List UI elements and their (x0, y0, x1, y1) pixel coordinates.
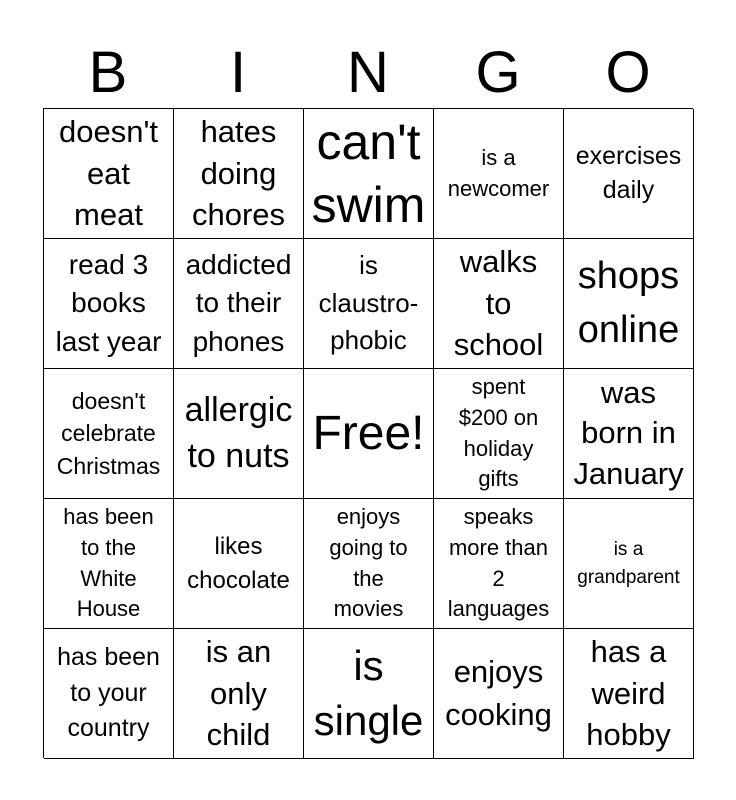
bingo-cell (174, 629, 304, 759)
bingo-header (43, 42, 693, 104)
bingo-cell (564, 499, 694, 629)
bingo-cell (434, 499, 564, 629)
bingo-cell (44, 239, 174, 369)
bingo-cell-text: has been to the White House (63, 503, 154, 622)
bingo-cell (434, 239, 564, 369)
bingo-cell (174, 109, 304, 239)
bingo-cell-text: enjoys going to the movies (329, 503, 408, 622)
bingo-cell-text: is a grandparent (577, 538, 680, 588)
bingo-cell-text: allergic to nuts (184, 390, 293, 475)
header-letter-o: O (605, 40, 651, 105)
bingo-cell-text: has a weird hobby (586, 633, 671, 753)
bingo-cell (564, 109, 694, 239)
header-letter-b: B (88, 40, 128, 105)
bingo-cell-text: hates doing chores (191, 113, 286, 233)
bingo-cell-text: is single (313, 641, 424, 744)
bingo-cell (174, 239, 304, 369)
header-letter-i: I (229, 40, 247, 105)
bingo-cell-text: is claustro- phobic (318, 249, 419, 356)
bingo-cell (44, 369, 174, 499)
bingo-cell (174, 499, 304, 629)
bingo-cell-text: doesn't eat meat (59, 113, 158, 233)
bingo-cell (564, 629, 694, 759)
bingo-cell (304, 499, 434, 629)
header-letter-n: N (347, 40, 389, 105)
bingo-cell (304, 629, 434, 759)
bingo-cell (434, 109, 564, 239)
bingo-cell-text: read 3 books last year (55, 248, 162, 357)
bingo-cell-text: is a newcomer (447, 144, 550, 201)
header-letter-g: G (475, 40, 521, 105)
bingo-cell-text: Free! (312, 406, 425, 460)
bingo-cell (564, 369, 694, 499)
bingo-cell-text: has been to your country (57, 643, 160, 743)
bingo-cell-text: is an only child (205, 633, 272, 753)
bingo-cell-text: enjoys cooking (445, 653, 552, 732)
bingo-cell-text: speaks more than 2 languages (447, 503, 550, 622)
bingo-cell (304, 239, 434, 369)
bingo-cell (434, 629, 564, 759)
bingo-cell (44, 499, 174, 629)
bingo-cell (564, 239, 694, 369)
bingo-cell (304, 369, 434, 499)
bingo-cell-text: exercises daily (575, 141, 682, 204)
bingo-cell-text: addicted to their phones (185, 248, 292, 357)
bingo-cell (174, 369, 304, 499)
bingo-cell-text: doesn't celebrate Christmas (56, 387, 161, 479)
bingo-cell-text: spent $200 on holiday gifts (458, 373, 539, 492)
bingo-cell (44, 629, 174, 759)
bingo-cell-text: likes chocolate (187, 533, 290, 594)
bingo-cell (304, 109, 434, 239)
bingo-cell (44, 109, 174, 239)
bingo-cell-text: shops online (577, 255, 680, 351)
bingo-cell (434, 369, 564, 499)
bingo-cell-text: was born in January (573, 375, 684, 491)
bingo-grid (43, 108, 693, 758)
bingo-cell-text: walks to school (453, 243, 544, 363)
bingo-cell-text: can't swim (311, 114, 426, 233)
